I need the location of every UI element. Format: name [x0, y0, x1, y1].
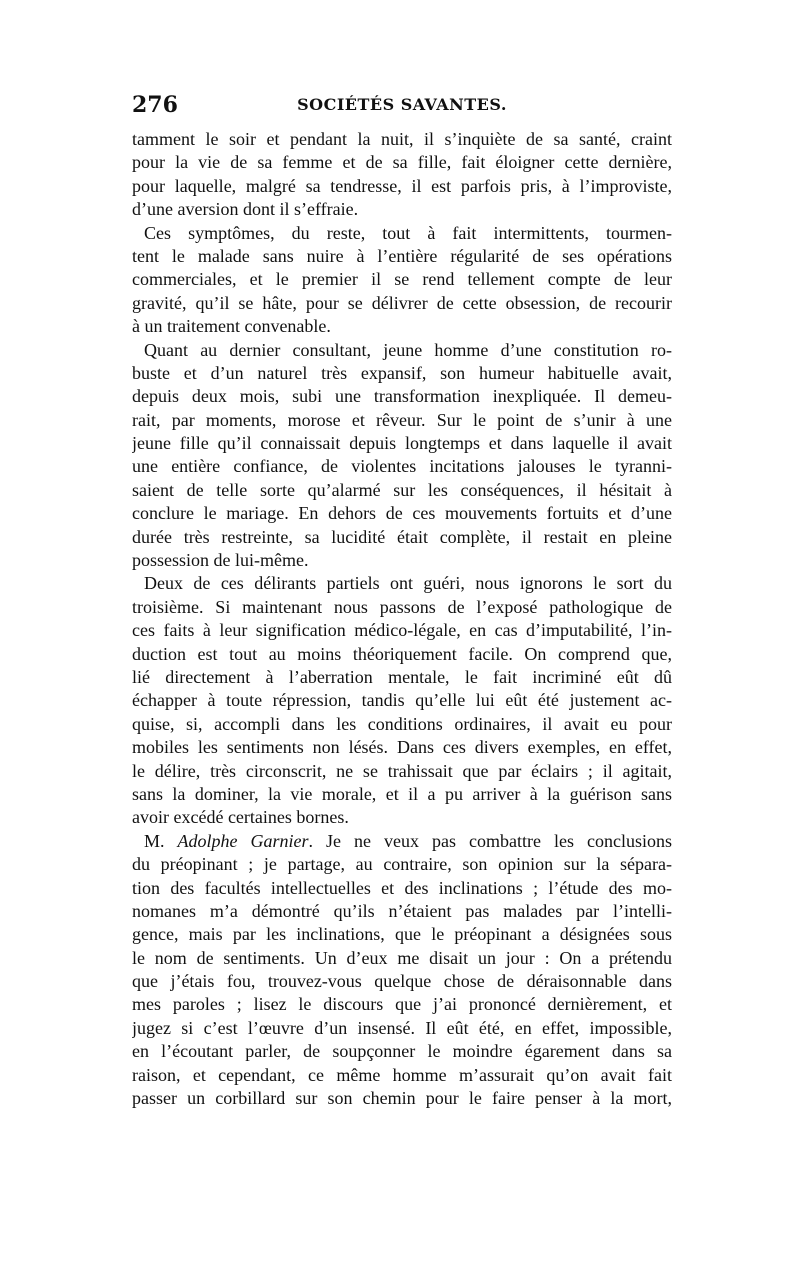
page-header [132, 92, 672, 120]
text-line: pour laquelle, malgré sa tendresse, il est parfois pris, à l’improviste, [132, 175, 672, 196]
body-text [132, 128, 672, 1110]
text-line: jugez si c’est l’œuvre d’un insensé. Il eût été, en effet, impossible, [132, 1017, 672, 1038]
text-line: le délire, très circonscrit, ne se trahissait que par éclairs ; il agitait, [132, 760, 672, 781]
text-line: d’une aversion dont il s’effraie. [132, 199, 359, 220]
text-line: gence, mais par les inclinations, que le préopinant a désignées sous [132, 924, 672, 945]
text-line: lié directement à l’aberration mentale, le fait incriminé eût dû [132, 666, 672, 687]
running-head: SOCIÉTÉS SAVANTES. [297, 95, 507, 114]
text-line: raison, et cependant, ce même homme m’assurait qu’on avait fait [132, 1064, 672, 1085]
text-line: quise, si, accompli dans les conditions ordinaires, il avait eu pour [132, 713, 672, 734]
text-line: duction est tout au moins théoriquement facile. On comprend que, [132, 643, 672, 664]
text-line: en l’écoutant parler, de soupçonner le moindre égarement dans sa [132, 1041, 672, 1062]
text-line: du préopinant ; je partage, au contraire, son opinion sur la sépara- [132, 854, 672, 875]
text-line: gravité, qu’il se hâte, pour se délivrer de cette obsession, de recourir [132, 292, 672, 313]
text-line: Quant au dernier consultant, jeune homme d’une constitution ro- [144, 339, 672, 360]
text-line: saient de telle sorte qu’alarmé sur les conséquences, il hésitait à [132, 479, 672, 500]
text-line: durée très restreinte, sa lucidité était complète, il restait en pleine [132, 526, 672, 547]
text-line: passer un corbillard sur son chemin pour le faire penser à la mort, [132, 1088, 672, 1109]
text-line: Ces symptômes, du reste, tout à fait intermittents, tourmen- [144, 222, 672, 243]
speaker-rest: . Je ne veux pas combattre les conclusions [308, 830, 672, 851]
speaker-prefix: M. [144, 830, 178, 851]
text-line: rait, par moments, morose et rêveur. Sur le point de s’unir à une [132, 409, 672, 430]
text-line: nomanes m’a démontré qu’ils n’étaient pas malades par l’intelli- [132, 900, 672, 921]
text-line: à un traitement convenable. [132, 316, 331, 337]
text-line: tion des facultés intellectuelles et des inclinations ; l’étude des mo- [132, 877, 672, 898]
text-line: sans la dominer, la vie morale, et il a pu arriver à la guérison sans [132, 783, 672, 804]
text-line: échapper à toute répression, tandis qu’elle lui eût été justement ac- [132, 690, 672, 711]
text-line: le nom de sentiments. Un d’eux me disait un jour : On a prétendu [132, 947, 672, 968]
text-line: buste et d’un naturel très expansif, son humeur habituelle avait, [132, 362, 672, 383]
text-line: ces faits à leur signification médico-légale, en cas d’imputabilité, l’in- [132, 620, 672, 641]
text-line: tent le malade sans nuire à l’entière régularité de ses opérations [132, 245, 672, 266]
text-line: mobiles les sentiments non lésés. Dans ces divers exemples, en effet, [132, 737, 672, 758]
text-line: avoir excédé certaines bornes. [132, 807, 349, 828]
text-line: conclure le mariage. En dehors de ces mouvements fortuits et d’une [132, 503, 672, 524]
text-line: jeune fille qu’il connaissait depuis longtemps et dans laquelle il avait [132, 433, 672, 454]
speaker-name: Adolphe Garnier [177, 830, 309, 851]
text-line: tamment le soir et pendant la nuit, il s’inquiète de sa santé, craint [132, 129, 672, 149]
text-line: une entière confiance, de violentes incitations jalouses le tyranni- [132, 456, 672, 477]
text-line: troisième. Si maintenant nous passons de l’exposé pathologique de [132, 596, 672, 617]
text-line: depuis deux mois, subi une transformation inexpliquée. Il demeu- [132, 386, 672, 407]
text-line: mes paroles ; lisez le discours que j’ai prononcé dernièrement, et [132, 994, 672, 1015]
text-line: possession de lui-même. [132, 550, 309, 571]
text-line: commerciales, et le premier il se rend tellement compte de leur [132, 269, 672, 290]
text-line: que j’étais fou, trouvez-vous quelque chose de déraisonnable dans [132, 971, 672, 992]
text-line: pour la vie de sa femme et de sa fille, fait éloigner cette dernière, [132, 152, 672, 173]
text-line: Deux de ces délirants partiels ont guéri, nous ignorons le sort du [144, 573, 672, 594]
page-number: 276 [132, 92, 178, 118]
text-line-speaker [132, 830, 672, 853]
